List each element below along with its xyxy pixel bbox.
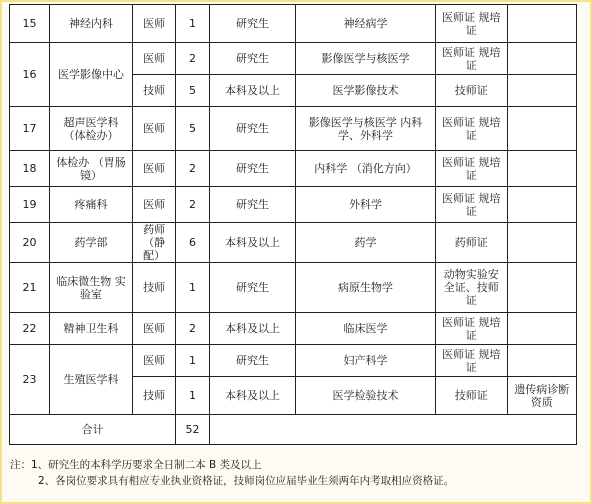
education: 研究生 bbox=[209, 263, 295, 313]
department: 临床微生物 实验室 bbox=[49, 263, 132, 313]
position: 医师 bbox=[133, 313, 176, 345]
certificate: 技师证 bbox=[436, 75, 508, 107]
department: 精神卫生科 bbox=[49, 313, 132, 345]
table-row bbox=[10, 151, 577, 187]
certificate: 药师证 bbox=[436, 223, 508, 263]
education: 研究生 bbox=[209, 107, 295, 151]
major: 神经病学 bbox=[296, 5, 436, 43]
education: 本科及以上 bbox=[209, 377, 295, 415]
department: 体检办 （胃肠镜） bbox=[49, 151, 132, 187]
position: 技师 bbox=[133, 75, 176, 107]
recruitment-table bbox=[9, 4, 577, 445]
other-requirement bbox=[507, 151, 576, 187]
other-requirement bbox=[507, 43, 576, 75]
position: 技师 bbox=[133, 377, 176, 415]
total-count: 52 bbox=[176, 415, 210, 445]
certificate: 医师证 规培证 bbox=[436, 151, 508, 187]
major: 影像医学与核医学 内科学、外科学 bbox=[296, 107, 436, 151]
position: 医师 bbox=[133, 5, 176, 43]
education: 研究生 bbox=[209, 43, 295, 75]
major: 内科学 （消化方向） bbox=[296, 151, 436, 187]
other-requirement bbox=[507, 75, 576, 107]
row-number: 15 bbox=[10, 5, 50, 43]
education: 研究生 bbox=[209, 5, 295, 43]
major: 临床医学 bbox=[296, 313, 436, 345]
certificate: 动物实验安 全证、技师 证 bbox=[436, 263, 508, 313]
position: 药师 （静配） bbox=[133, 223, 176, 263]
headcount: 1 bbox=[176, 263, 210, 313]
headcount: 2 bbox=[176, 187, 210, 223]
education: 本科及以上 bbox=[209, 223, 295, 263]
position: 医师 bbox=[133, 345, 176, 377]
other-requirement bbox=[507, 187, 576, 223]
row-number: 17 bbox=[10, 107, 50, 151]
table-row bbox=[10, 187, 577, 223]
other-requirement: 遗传病诊断 资质 bbox=[507, 377, 576, 415]
table-row bbox=[10, 223, 577, 263]
position: 医师 bbox=[133, 107, 176, 151]
education: 研究生 bbox=[209, 187, 295, 223]
major: 病原生物学 bbox=[296, 263, 436, 313]
education: 本科及以上 bbox=[209, 313, 295, 345]
row-number: 19 bbox=[10, 187, 50, 223]
major: 影像医学与核医学 bbox=[296, 43, 436, 75]
education: 本科及以上 bbox=[209, 75, 295, 107]
department: 医学影像中心 bbox=[49, 43, 132, 107]
row-number: 23 bbox=[10, 345, 50, 415]
row-number: 18 bbox=[10, 151, 50, 187]
certificate: 技师证 bbox=[436, 377, 508, 415]
major: 医学影像技术 bbox=[296, 75, 436, 107]
certificate: 医师证 规培证 bbox=[436, 345, 508, 377]
headcount: 5 bbox=[176, 75, 210, 107]
department: 药学部 bbox=[49, 223, 132, 263]
other-requirement bbox=[507, 263, 576, 313]
certificate: 医师证 规培证 bbox=[436, 107, 508, 151]
major: 药学 bbox=[296, 223, 436, 263]
education: 研究生 bbox=[209, 345, 295, 377]
position: 医师 bbox=[133, 187, 176, 223]
table-row bbox=[10, 43, 577, 75]
headcount: 1 bbox=[176, 5, 210, 43]
table-row bbox=[10, 313, 577, 345]
headcount: 2 bbox=[176, 151, 210, 187]
position: 医师 bbox=[133, 43, 176, 75]
footnotes bbox=[10, 457, 580, 489]
major: 医学检验技术 bbox=[296, 377, 436, 415]
position: 技师 bbox=[133, 263, 176, 313]
major: 外科学 bbox=[296, 187, 436, 223]
other-requirement bbox=[507, 313, 576, 345]
certificate: 医师证 规培证 bbox=[436, 313, 508, 345]
headcount: 6 bbox=[176, 223, 210, 263]
other-requirement bbox=[507, 345, 576, 377]
department: 疼痛科 bbox=[49, 187, 132, 223]
total-label: 合计 bbox=[10, 415, 176, 445]
department: 生殖医学科 bbox=[49, 345, 132, 415]
education: 研究生 bbox=[209, 151, 295, 187]
position: 医师 bbox=[133, 151, 176, 187]
page-border-top bbox=[0, 0, 592, 2]
row-number: 20 bbox=[10, 223, 50, 263]
headcount: 2 bbox=[176, 43, 210, 75]
table-row bbox=[10, 5, 577, 43]
certificate: 医师证 规培证 bbox=[436, 187, 508, 223]
certificate: 医师证 规培证 bbox=[436, 5, 508, 43]
table-row bbox=[10, 345, 577, 377]
certificate: 医师证 规培证 bbox=[436, 43, 508, 75]
row-number: 21 bbox=[10, 263, 50, 313]
other-requirement bbox=[507, 107, 576, 151]
page-border-left bbox=[0, 0, 2, 504]
other-requirement bbox=[507, 5, 576, 43]
other-requirement bbox=[507, 223, 576, 263]
footnote-2: 2、各岗位要求具有相应专业执业资格证，技师岗位应届毕业生须两年内考取相应资格证。 bbox=[38, 475, 455, 487]
row-number: 22 bbox=[10, 313, 50, 345]
table-row bbox=[10, 107, 577, 151]
footnote-1: 注：1、研究生的本科学历要求全日制二本 B 类及以上 bbox=[10, 459, 262, 471]
table-row bbox=[10, 263, 577, 313]
major: 妇产科学 bbox=[296, 345, 436, 377]
headcount: 2 bbox=[176, 313, 210, 345]
row-number: 16 bbox=[10, 43, 50, 107]
headcount: 1 bbox=[176, 377, 210, 415]
total-blank bbox=[209, 415, 576, 445]
department: 超声医学科 （体检办） bbox=[49, 107, 132, 151]
total-row bbox=[10, 415, 577, 445]
headcount: 1 bbox=[176, 345, 210, 377]
department: 神经内科 bbox=[49, 5, 132, 43]
headcount: 5 bbox=[176, 107, 210, 151]
